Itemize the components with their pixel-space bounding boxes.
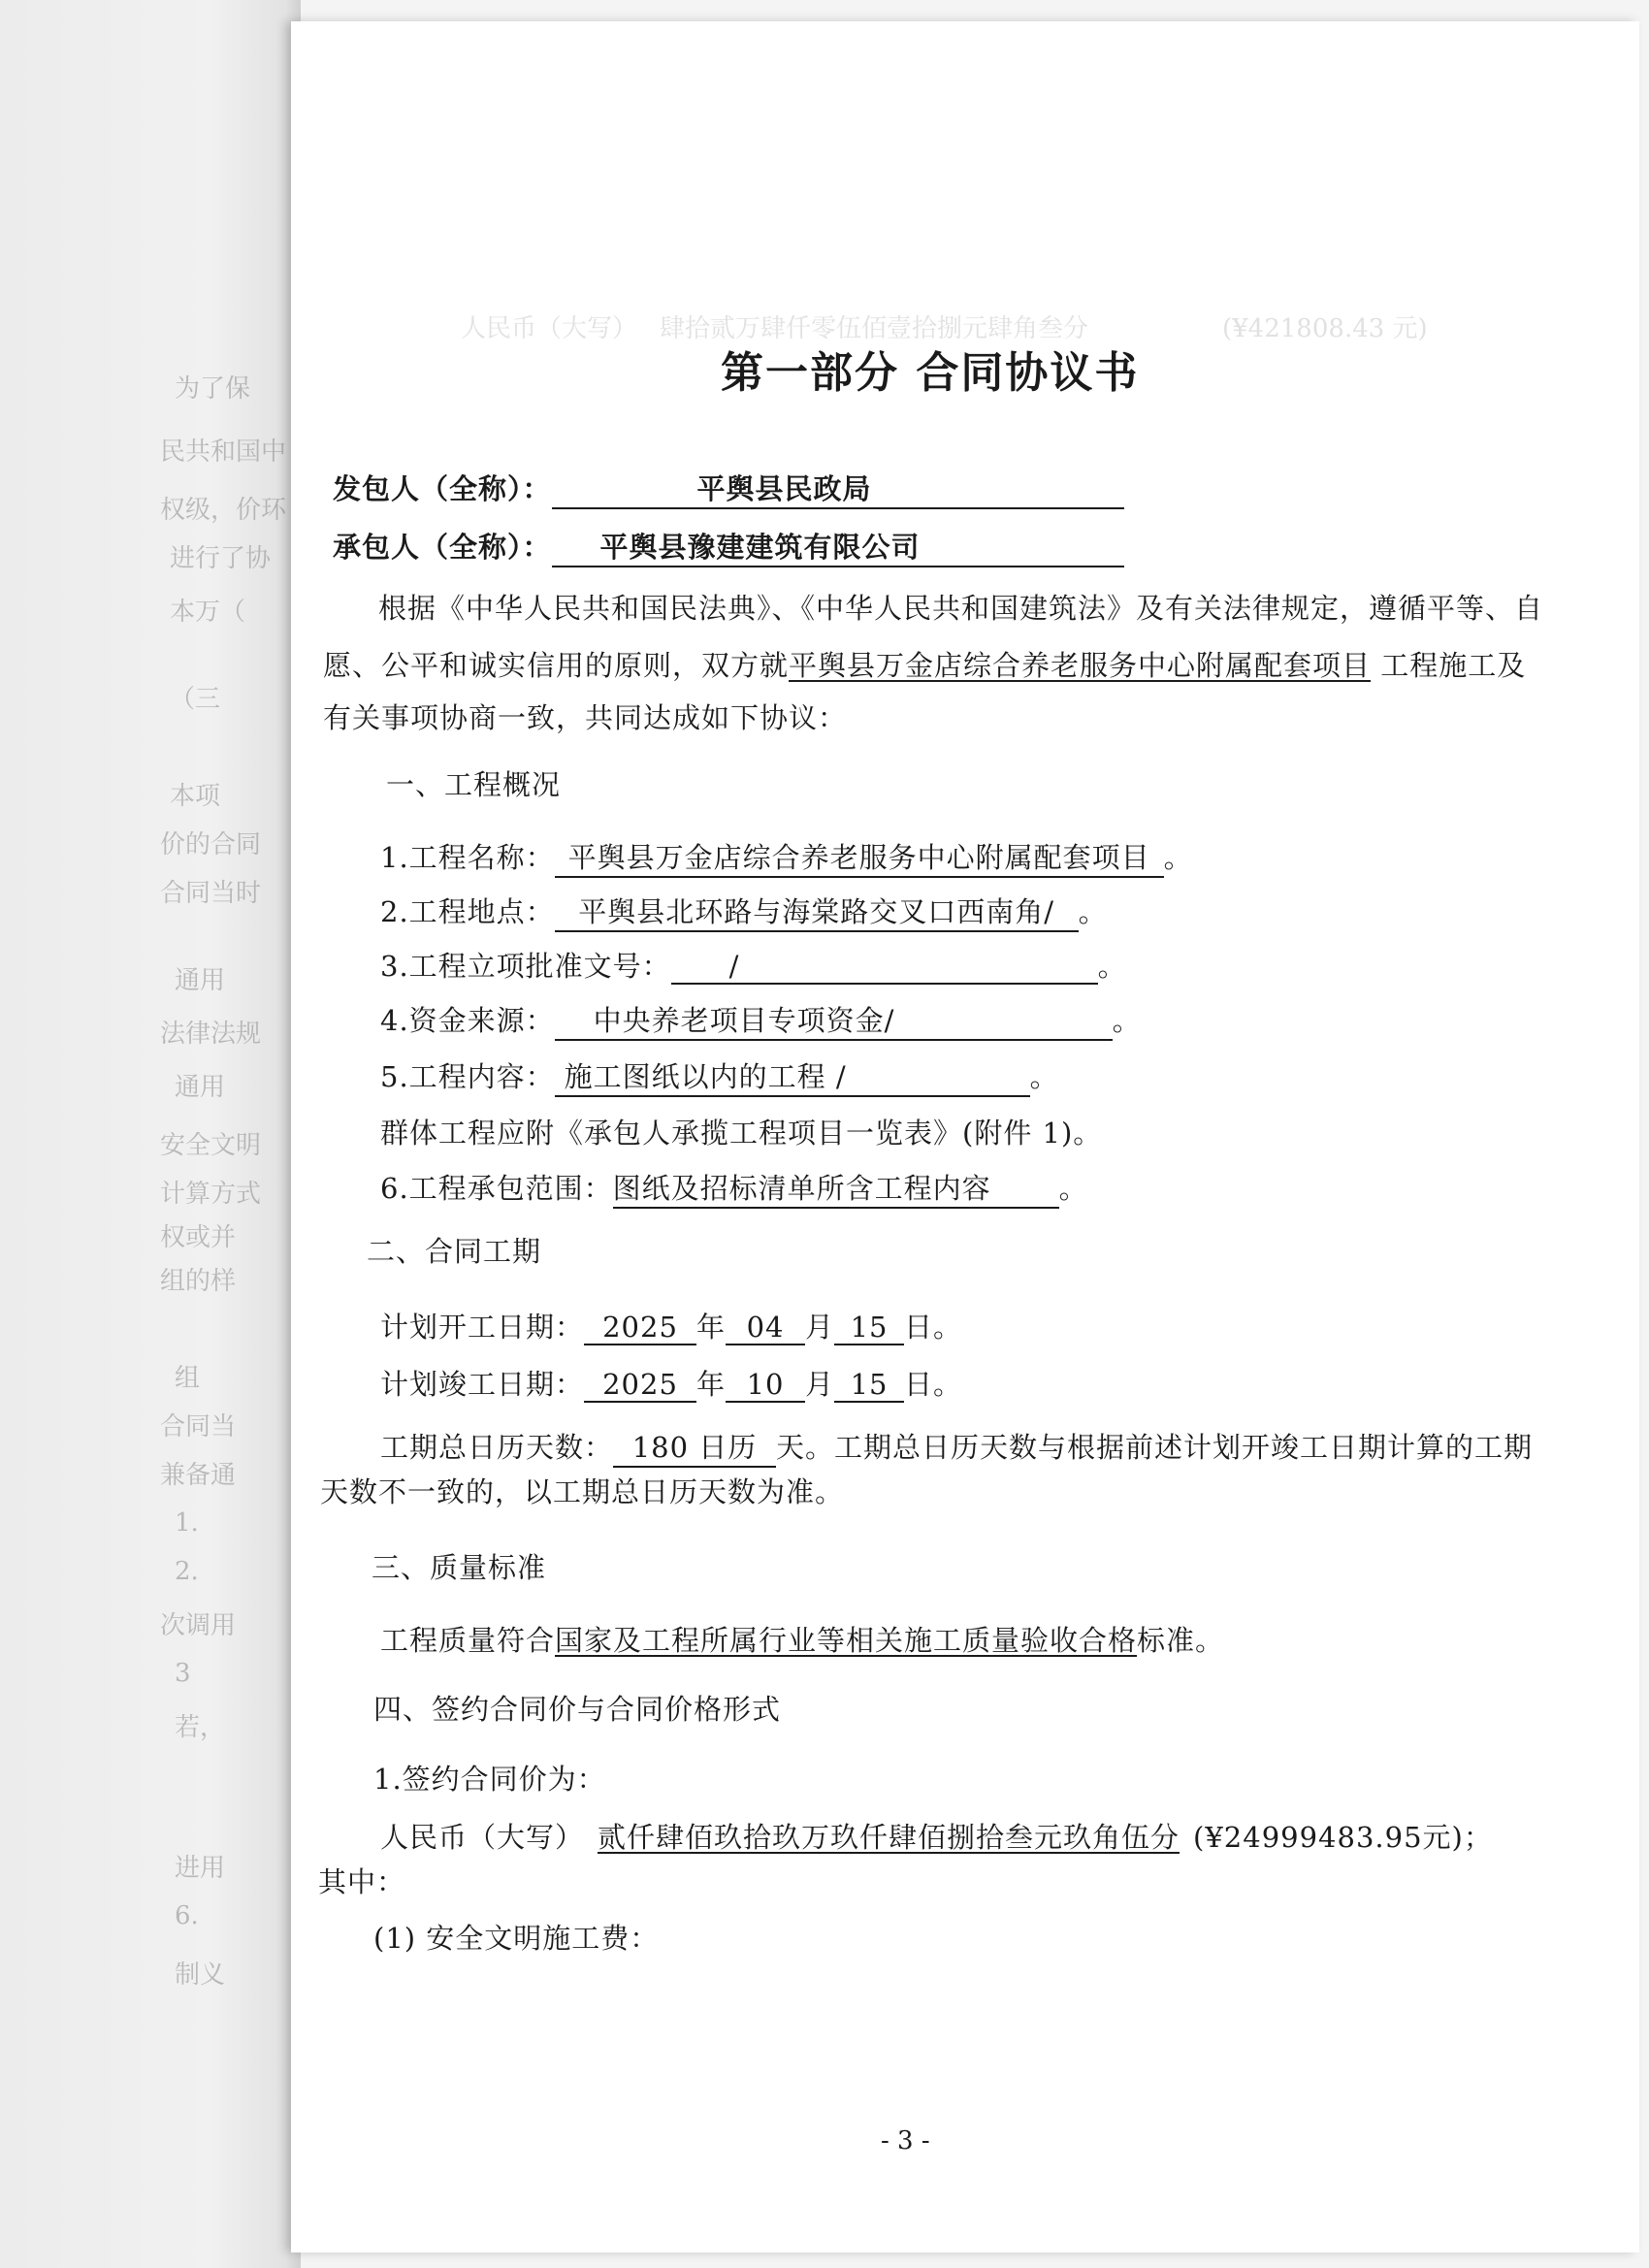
show-through-text: 肆拾贰万肆仟零伍佰壹拾捌元肆角叁分	[660, 314, 1089, 343]
bleed-text: 3	[175, 1659, 191, 1688]
month-char: 月	[805, 1311, 835, 1344]
field-label: 1.工程名称：	[380, 841, 555, 874]
bleed-text: 2.	[175, 1557, 199, 1586]
preamble-line-3: 有关事项协商一致，共同达成如下协议：	[323, 701, 848, 734]
duration-value: 180 日历	[613, 1426, 776, 1468]
employer-line	[333, 468, 1124, 509]
bleed-text: 本万（	[170, 598, 246, 627]
bleed-text: 6.	[175, 1901, 199, 1930]
contract-price-numeric: (¥24999483.95元)；	[1193, 1821, 1493, 1854]
preamble-line-1: 根据《中华人民共和国民法典》、《中华人民共和国建筑法》及有关法律规定，遵循平等、自	[378, 592, 1544, 625]
bleed-text: 通用	[175, 966, 226, 995]
day-char: 日。	[904, 1368, 963, 1401]
project-content-value: 施工图纸以内的工程 /	[555, 1055, 1030, 1097]
period: 。	[1097, 950, 1127, 983]
field-label: 5.工程内容：	[380, 1060, 555, 1093]
end-month: 10	[726, 1368, 805, 1403]
start-day: 15	[834, 1311, 904, 1345]
period: 。	[1163, 841, 1193, 874]
project-name-value: 平舆县万金店综合养老服务中心附属配套项目	[555, 836, 1164, 878]
field-label: 3.工程立项批准文号：	[380, 950, 671, 983]
bleed-text: 本项	[170, 782, 221, 811]
preamble-text: 工程施工及	[1371, 649, 1527, 682]
start-month: 04	[726, 1311, 805, 1345]
bleed-text: 安全文明	[160, 1131, 262, 1160]
group-project-note: 群体工程应附《承包人承揽工程项目一览表》(附件 1)。	[380, 1117, 1103, 1150]
year-char: 年	[696, 1368, 727, 1401]
planned-end-date	[380, 1363, 962, 1403]
bleed-text: 价的合同	[160, 830, 262, 859]
bleed-text: 民共和国中	[160, 437, 287, 467]
planned-start-date	[380, 1306, 962, 1345]
period: 。	[1078, 895, 1108, 928]
end-year: 2025	[584, 1368, 696, 1403]
bleed-text: 权或并	[160, 1223, 237, 1252]
period: 。	[1112, 1004, 1142, 1037]
page-title: 第一部分 合同协议书	[721, 348, 1140, 398]
funding-source-line	[380, 999, 1142, 1041]
duration-text: 天。工期总日历天数与根据前述计划开竣工日期计算的工期	[776, 1431, 1534, 1464]
bleed-text: （三	[170, 685, 221, 714]
field-label: 计划竣工日期：	[380, 1368, 585, 1401]
page-number: - 3 -	[881, 2126, 930, 2155]
day-char: 日。	[904, 1311, 963, 1344]
bleed-text: 通用	[175, 1073, 226, 1102]
section-4-heading: 四、签约合同价与合同价格形式	[373, 1693, 782, 1726]
bleed-text: 兼备通	[160, 1461, 237, 1490]
bleed-text: 法律法规	[160, 1020, 262, 1049]
safety-fee-line: (1) 安全文明施工费：	[373, 1922, 660, 1955]
show-through-text: (¥421808.43 元)	[1222, 314, 1428, 343]
bleed-text: 1.	[175, 1508, 199, 1538]
year-char: 年	[696, 1311, 727, 1344]
bleed-text: 合同当时	[160, 879, 262, 908]
field-label: 工期总日历天数：	[380, 1431, 614, 1464]
employer-label: 发包人（全称）：	[333, 472, 552, 505]
quality-standard-value: 国家及工程所属行业等相关施工质量验收合格	[555, 1624, 1138, 1657]
section-2-heading: 二、合同工期	[367, 1235, 542, 1268]
section-3-heading: 三、质量标准	[372, 1551, 547, 1584]
duration-line-1	[380, 1426, 1533, 1468]
period: 。	[1058, 1172, 1088, 1205]
employer-name: 平舆县民政局	[552, 468, 1124, 509]
bleed-text: 进用	[175, 1854, 226, 1883]
contract-price-words: 贰仟肆佰玖拾玖万玖仟肆佰捌拾叁元玖角伍分	[598, 1821, 1180, 1854]
funding-source-value: 中央养老项目专项资金/	[555, 999, 1113, 1041]
bleed-text: 为了保	[175, 374, 251, 404]
quality-text: 标准。	[1137, 1624, 1225, 1657]
project-content-line	[380, 1055, 1059, 1097]
show-through-text: 人民币（大写）	[461, 314, 638, 343]
contractor-name: 平舆县豫建建筑有限公司	[552, 526, 1124, 567]
bleed-text: 组的样	[160, 1267, 237, 1296]
previous-page-strip	[0, 0, 301, 2268]
quality-standard-line	[380, 1619, 1224, 1659]
approval-number-value: /	[671, 950, 1098, 985]
end-day: 15	[834, 1368, 904, 1403]
field-label: 6.工程承包范围：	[380, 1172, 613, 1205]
contractor-label: 承包人（全称）：	[333, 531, 552, 564]
bleed-text: 权级，价环	[160, 496, 287, 525]
quality-text: 工程质量符合	[380, 1624, 556, 1657]
bleed-text: 若，	[175, 1713, 226, 1742]
bleed-text: 合同当	[160, 1412, 237, 1442]
project-name-inline: 平舆县万金店综合养老服务中心附属配套项目	[789, 649, 1372, 682]
bleed-text: 组	[175, 1364, 201, 1393]
field-label: 2.工程地点：	[380, 895, 555, 928]
contract-price-line	[380, 1816, 1493, 1856]
project-location-line	[380, 891, 1108, 932]
bleed-text: 制义	[175, 1960, 226, 1990]
bleed-text: 进行了协	[170, 544, 272, 573]
period: 。	[1029, 1060, 1059, 1093]
bleed-text: 次调用	[160, 1611, 237, 1640]
field-label: 4.资金来源：	[380, 1004, 555, 1037]
approval-number-line	[380, 945, 1127, 985]
month-char: 月	[805, 1368, 835, 1401]
preamble-text: 愿、公平和诚实信用的原则，双方就	[323, 649, 790, 682]
contract-price-item: 1.签约合同价为：	[373, 1763, 606, 1796]
field-label: 计划开工日期：	[380, 1311, 585, 1344]
start-year: 2025	[584, 1311, 696, 1345]
contractor-line	[333, 526, 1124, 567]
contract-scope-value: 图纸及招标清单所含工程内容	[613, 1167, 1059, 1209]
project-location-value: 平舆县北环路与海棠路交叉口西南角/	[555, 891, 1079, 932]
bleed-text: 计算方式	[160, 1180, 262, 1209]
project-name-line	[380, 836, 1193, 878]
field-label: 人民币（大写）	[380, 1821, 585, 1854]
section-1-heading: 一、工程概况	[386, 768, 562, 801]
preamble-line-2	[323, 644, 1526, 684]
duration-line-2: 天数不一致的，以工期总日历天数为准。	[320, 1475, 845, 1508]
among-label: 其中：	[318, 1865, 406, 1898]
contract-scope-line	[380, 1167, 1088, 1209]
